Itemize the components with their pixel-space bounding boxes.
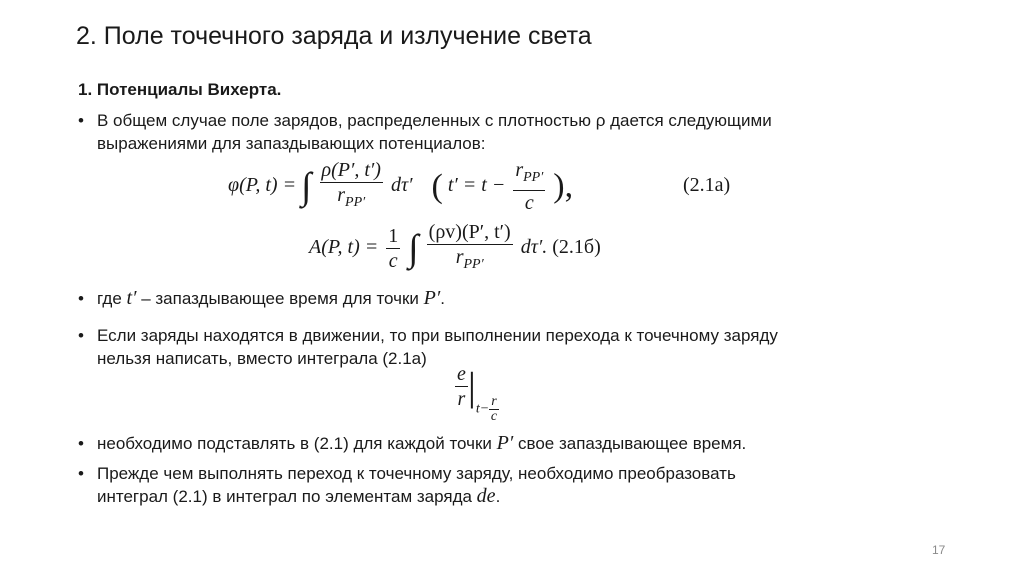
text-line: нельзя написать, вместо интеграла (2.1а)	[97, 349, 427, 368]
text: .	[440, 289, 445, 308]
math: P′	[423, 287, 441, 309]
bullet-3	[78, 324, 778, 370]
text-line: Если заряды находятся в движении, то при выполнении перехода к точечному заряду	[97, 326, 778, 345]
bullet-5	[78, 462, 736, 508]
integral-sign: ∫	[408, 227, 419, 270]
bullet-marker: •	[78, 434, 84, 453]
numerator: 1	[388, 225, 399, 247]
text: интеграл (2.1) в интеграл по элементам заряда	[97, 487, 477, 506]
bullet-marker: •	[78, 289, 84, 308]
denominator: c	[388, 250, 398, 272]
fraction	[455, 362, 468, 411]
bullet-marker: •	[78, 326, 84, 345]
numerator: r	[515, 159, 524, 181]
bullet-2	[78, 287, 445, 310]
subscript: t−	[475, 402, 490, 418]
text: необходимо подставлять в (2.1) для каждой точки	[97, 434, 497, 453]
section-heading: 1. Потенциалы Вихерта.	[78, 80, 282, 99]
eq-lhs: A(P, t) =	[309, 236, 379, 259]
bullet-marker: •	[78, 464, 84, 483]
text: .	[495, 487, 501, 506]
denominator: r	[337, 184, 346, 206]
math: de	[476, 485, 496, 507]
numerator: r	[491, 394, 497, 410]
denominator: c	[524, 192, 534, 214]
text-line: выражениями для запаздывающих потенциалов:	[97, 134, 486, 153]
denominator: c	[490, 409, 498, 425]
numerator: (ρv)(P′, t′)	[428, 221, 511, 243]
equation-2-1b	[309, 220, 601, 277]
numerator: ρ(P′, t′)	[321, 159, 381, 181]
fraction	[386, 224, 400, 273]
math: P′	[496, 432, 514, 454]
slide-title: 2. Поле точечного заряда и излучение света	[76, 22, 592, 50]
bullet-4	[78, 432, 747, 455]
equation-label-2-1a: (2.1а)	[683, 174, 731, 196]
integral-sign: ∫	[301, 165, 312, 208]
denominator: r	[457, 388, 466, 410]
retarded-time-condition: t′ = t −	[447, 174, 506, 197]
text-line: Прежде чем выполнять переход к точечному заряду, необходимо преобразовать	[97, 464, 736, 483]
equation-label-2-1b: (2.1б)	[552, 236, 601, 259]
fraction	[320, 158, 383, 215]
fraction	[427, 220, 513, 277]
differential: dτ′.	[520, 236, 548, 259]
bullet-marker: •	[78, 111, 84, 130]
math: t′	[126, 287, 137, 309]
page-number: 17	[932, 543, 946, 557]
subscript: PP′	[523, 170, 544, 185]
evaluation-bar: |	[467, 364, 476, 409]
fraction	[513, 158, 545, 215]
equation-2-1a	[228, 158, 573, 215]
bullet-1	[78, 109, 772, 155]
eq-lhs: φ(P, t) =	[228, 174, 297, 197]
text: – запаздывающее время для точки	[136, 289, 424, 308]
text: где	[97, 289, 127, 308]
equation-point-charge	[455, 362, 499, 424]
denominator: r	[455, 246, 464, 268]
paren-close: ),	[553, 167, 574, 205]
numerator: e	[457, 363, 466, 385]
paren-open: (	[431, 167, 443, 205]
text-line	[97, 485, 736, 508]
text: свое запаздывающее время.	[513, 434, 747, 453]
subscript: PP′	[345, 195, 366, 210]
text-line: В общем случае поле зарядов, распределенных с плотностью ρ дается следующими	[97, 111, 772, 130]
subscript: PP′	[463, 257, 484, 272]
differential: dτ′	[390, 174, 413, 197]
